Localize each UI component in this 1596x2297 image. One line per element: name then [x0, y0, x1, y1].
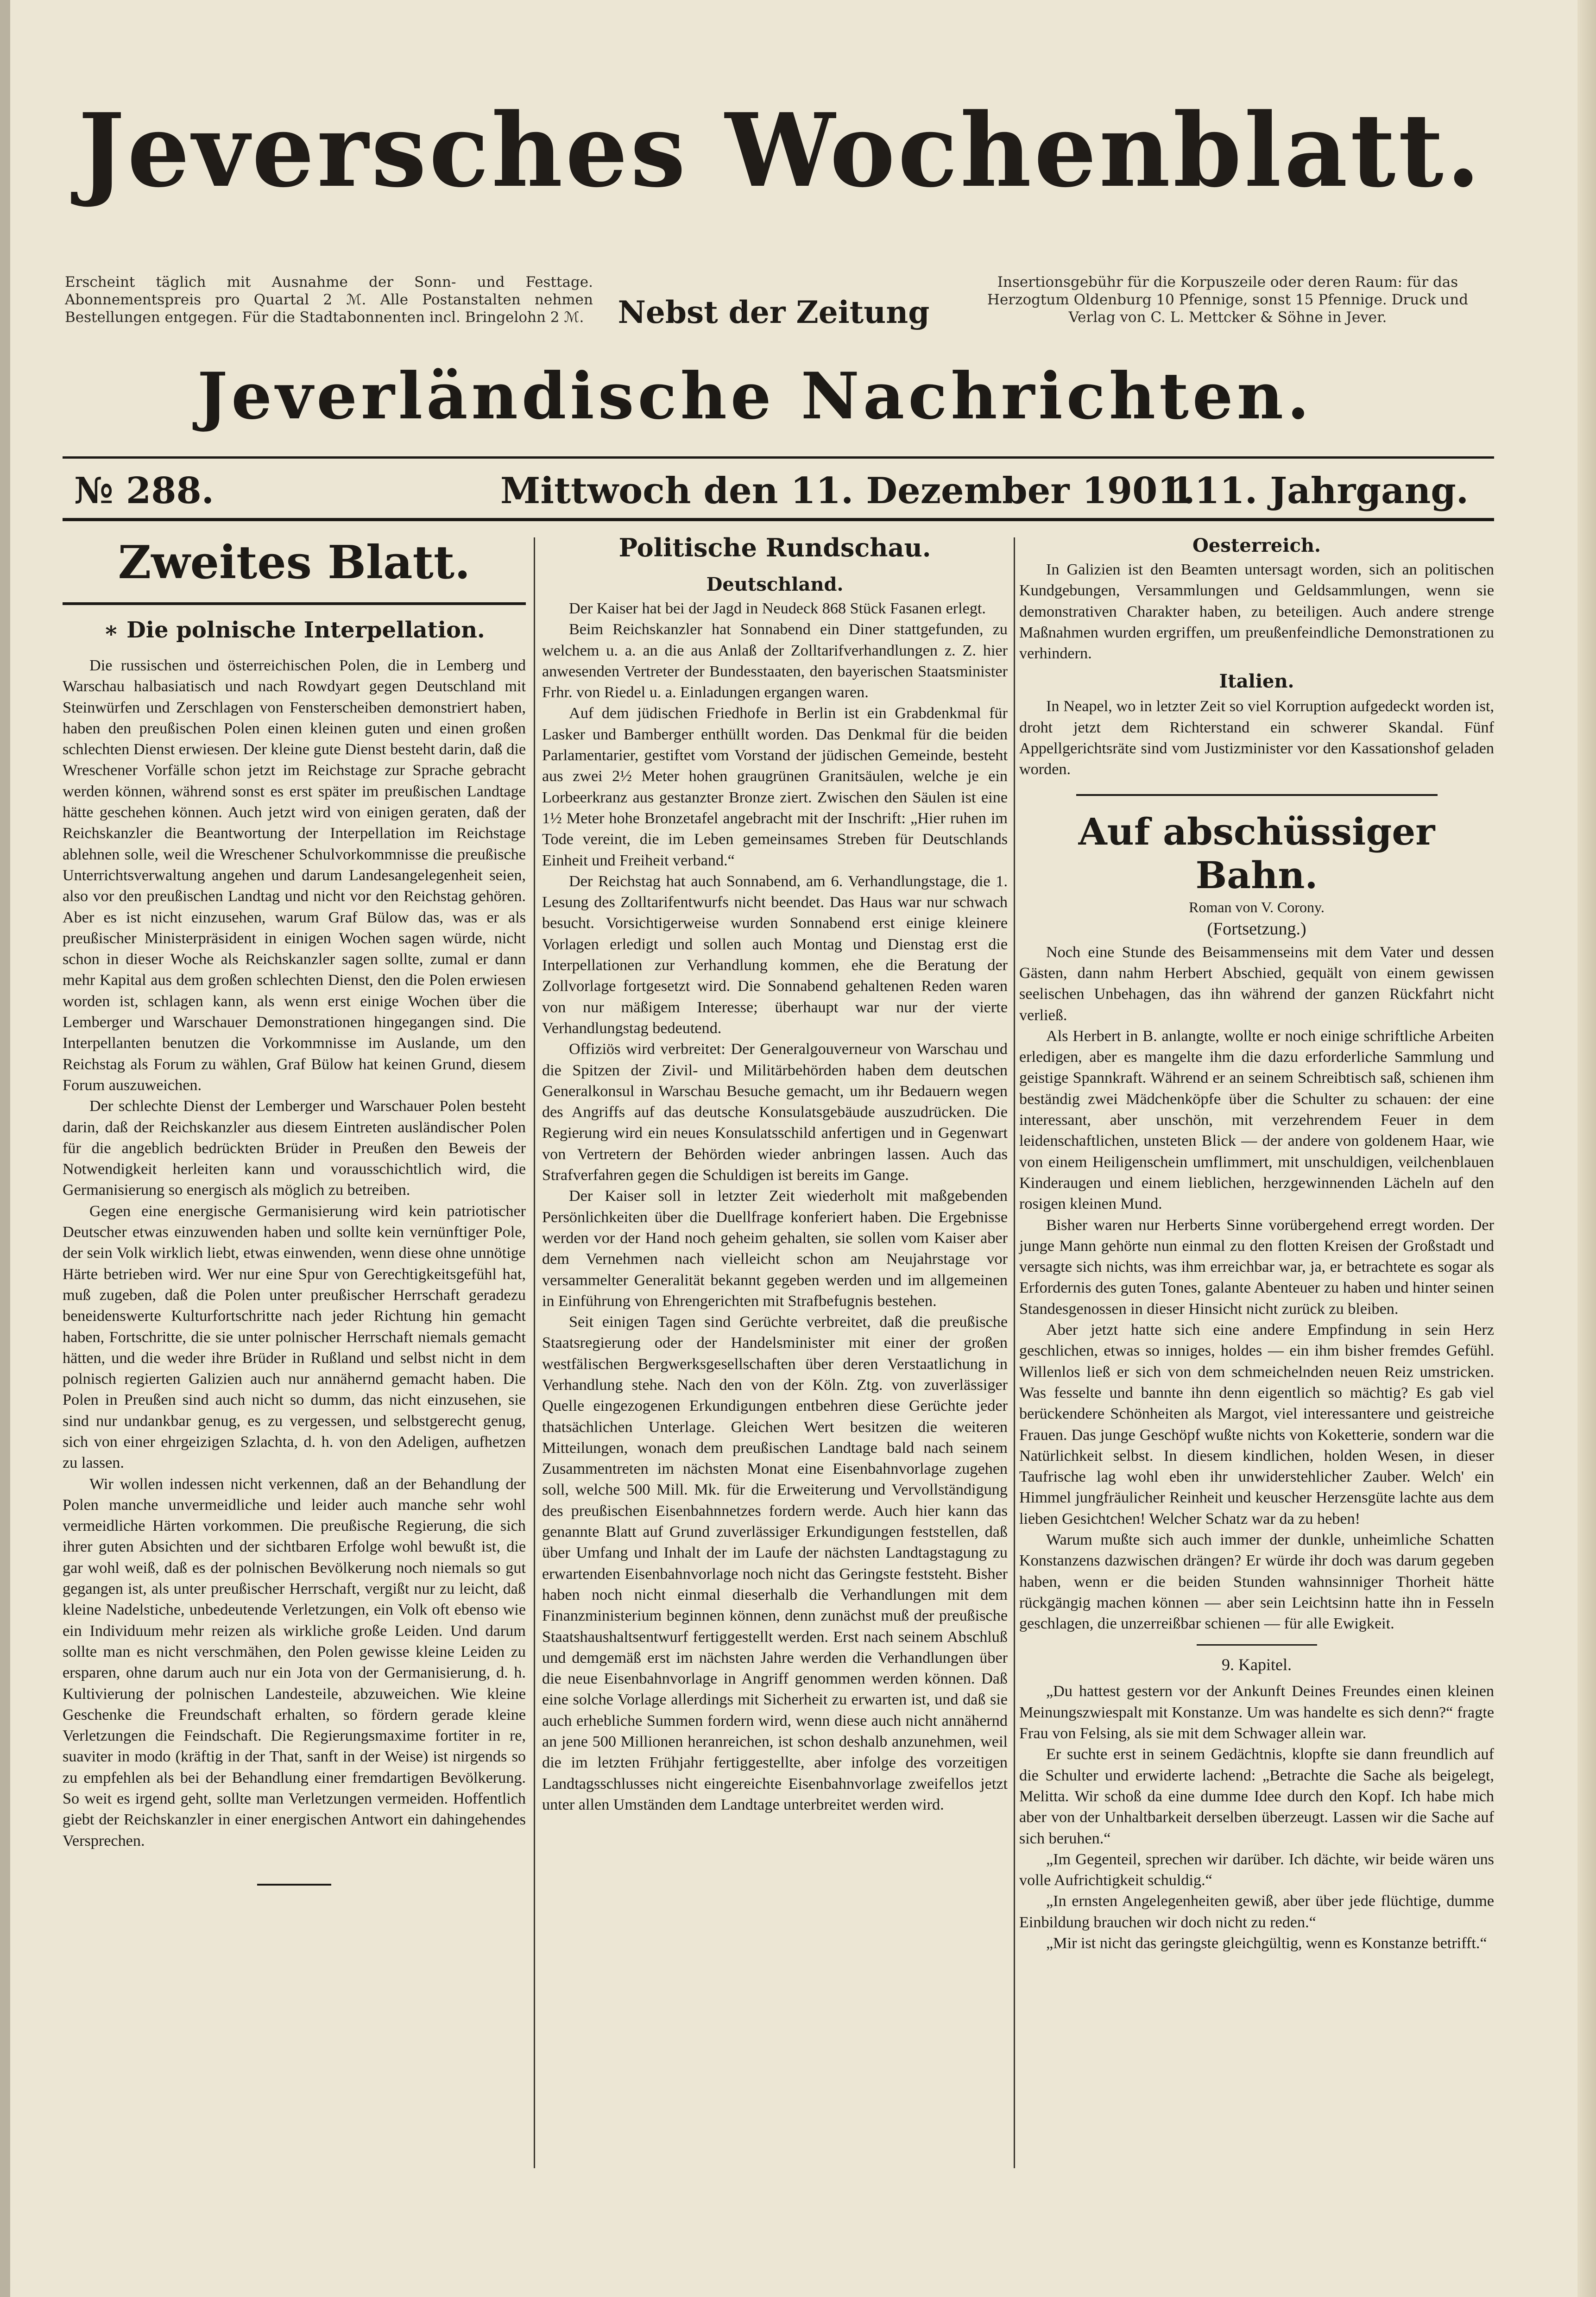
news-paragraph: Der Reichstag hat auch Sonnabend, am 6. Verhandlungstage, die 1. Lesung des Zolltarifentwurfs nicht beendet. Das Haus war nur schwach besucht. Vorsichtigerweise wurden Sonnabend erst einige kleinere Vorlagen erledigt und sollen auch Montag und Dienstag erst die Interpellationen zur Verhandlung kommen, ehe die Beratung der Zollvorlage fortgesetzt wird. Die Sonnabend gehaltenen Reden waren von nur mäßigem Interesse; überhaupt war nur der vierte Verhandlungstag bedeutend.: [542, 872, 1008, 1037]
news-paragraph: Der Kaiser hat bei der Jagd in Neudeck 868 Stück Fasanen erlegt.: [569, 600, 986, 617]
masthead-title: Jeversches Wochenblatt.: [78, 91, 1483, 210]
issue-date: Mittwoch den 11. Dezember 1901.: [500, 470, 1195, 512]
news-paragraph: Offiziös wird verbreitet: Der Generalgouverneur von Warschau und die Spitzen der Zivil- und Militärbehörden haben dem deutschen Generalkonsul in Warschau Besuche gemacht, um ihr Bedauern wegen des Angriffs auf das deutsche Konsulatsgebäude auszudrücken. Die Regierung wird ein neues Konsulatsschild anfertigen und in Gegenwart von Vertretern der Behörden wieder anbringen lassen. Auch das Strafverfahren gegen die Schuldigen ist bereits im Gange.: [542, 1041, 1008, 1184]
feuilleton-rule: [1076, 794, 1438, 796]
subheading-deutschland: Deutschland.: [706, 574, 844, 595]
novel-paragraph: Er suchte erst in seinem Gedächtnis, klopfte sie dann freundlich auf die Schulter und erwiderte lachend: „Betrachte die Sache als beigelegt, Melitta. Wir schoß da eine dumme Idee durch den Kopf. Ich habe mich aber von der Unhaltbarkeit derselben überzeugt. Lassen wir die Sache auf sich beruhen.“: [1019, 1746, 1494, 1847]
news-paragraph: Auf dem jüdischen Friedhofe in Berlin ist ein Grabdenkmal für Lasker und Bamberger enthüllt worden. Das Denkmal für die beiden Parlamentarier, gestiftet vom Vorstand der jüdischen Gemeinde, besteht aus zwei 2½ Meter hohen graugrünen Granitsäulen, welche je ein Lorbeerkranz aus gestanzter Bronze ziert. Zwischen den Säulen ist eine 1½ Meter hohe Bronzetafel angebracht mit der Inschrift: „Hier ruhen im Tode vereint, die im Leben gemeinsames Streben für Deutschlands Einheit und Freiheit verband.“: [542, 705, 1008, 869]
novel-paragraph: Noch eine Stunde des Beisammenseins mit dem Vater und dessen Gästen, dann nahm Herbert Abschied, gequält von einem gewissen seelischen Unbehagen, das ihn während der ganzen Rückfahrt nicht verließ.: [1019, 943, 1494, 1024]
section-heading-politische-rundschau: Politische Rundschau.: [618, 533, 931, 562]
novel-paragraph: Aber jetzt hatte sich eine andere Empfindung in sein Herz geschlichen, etwas so inniges, holdes — ein ihm bisher fremdes Gefühl. Willenlos ließ er sich von dem schmeichelnden neuen Reiz umstricken. Was fesselte und bannte ihn denn eigentlich so mächtig? Es gab viel berückendere Schönheiten als Margot, viel interessantere und geistreiche Frauen. Das junge Geschöpf wußte nichts von Koketterie, sondern war die Natürlichkeit selbst. In diesem kindlichen, holden Wesen, in dieser Taufrische lag wohl eben ihr unwiderstehlicher Zauber. Welch' ein Himmel jungfräulicher Reinheit und keuscher Herzensgüte lachte aus dem lieben Gesichtchen! Welcher Schatz war da zu heben!: [1019, 1321, 1494, 1527]
section-label-zweites-blatt: Zweites Blatt.: [118, 536, 471, 589]
column-divider-1: [534, 537, 535, 2168]
novel-paragraph: „Im Gegenteil, sprechen wir darüber. Ich dächte, wir beide wären uns volle Aufrichtigkeit schuldig.“: [1019, 1850, 1494, 1889]
novel-paragraph: „Mir ist nicht das geringste gleichgültig, wenn es Konstanze betrifft.“: [1046, 1935, 1487, 1952]
novel-paragraph: „In ernsten Angelegenheiten gewiß, aber über jede flüchtige, dumme Einbildung brauchen wir doch nicht zu reden.“: [1019, 1893, 1494, 1931]
column-1: [63, 533, 526, 1886]
novel-paragraph: „Du hattest gestern vor der Ankunft Deines Freundes einen kleinen Meinungszwiespalt mit Konstanze. Um was handelte es sich denn?“ fragte Frau von Felsing, als sie mit dem Schwager allein war.: [1019, 1683, 1494, 1742]
novel-author: Roman von V. Corony.: [1189, 898, 1325, 915]
column-3: [1019, 533, 1494, 1954]
article-paragraph: Die russischen und österreichischen Polen, die in Lemberg und Warschau halbasiatisch und nach Rowdyart gegen Deutschland mit Steinwürfen und Zerschlagen von Fensterscheiben demonstriert haben, haben den preußischen Polen einen kleinen guten und einen großen schlechten Dienst erwiesen. Der kleine gute Dienst besteht darin, daß die Wreschener Vorfälle schon jetzt im Reichstage zur Sprache gebracht werden können, während sonst es erst später im preußischen Landtage hätte geschehen können. Auch jetzt wird von einigen geraten, daß der Reichskanzler die Beantwortung der Interpellation im Reichstage ablehnen solle, weil die Wreschener Schulvorkommnisse die preußische Unterrichtsverwaltung angehen und darum Landesangelegenheit seien, also vor den preußischen Landtag und nicht vor den Reichstag gehören. Aber es ist nicht einzusehen, warum Graf Bülow das, was er als preußischer Ministerpräsident in einigen Wochen sagen würde, nicht schon in dieser Woche als Reichskanzler sagen sollte, zumal er dann mehr Kapital aus dem großen schlechten Dienst, den die Polen erwiesen worden ist, schlagen kann, als wenn erst einige Wochen über die Lemberger und Warschauer Demonstrationen hingegangen sind. Die Interpellanten benutzen die Vorkommnisse im Auslande, um den Reichstag als Forum zu wählen, Graf Bülow hat keinen Grund, diesem Forum auszuweichen.: [63, 657, 526, 1094]
news-paragraph: Der Kaiser soll in letzter Zeit wiederholt mit maßgebenden Persönlichkeiten über die Duellfrage konferiert haben. Die Ergebnisse werden vor der Hand noch geheim gehalten, sie sollen vom Kaiser aber dem Vernehmen nach vielleicht schon am Neujahrstage vor versammelter Generalität bekannt gegeben werden und im allgemeinen in Einführung von Ehrengerichten mit Strafbefugnis bestehen.: [542, 1187, 1008, 1310]
chapter-heading: 9. Kapitel.: [1222, 1655, 1292, 1674]
article-paragraph: Gegen eine energische Germanisierung wird kein patriotischer Deutscher etwas einzuwenden haben und sollte kein vernünftiger Pole, der sein Volk wirklich liebt, etwas einwenden, wenn diese ohne unnötige Härte betrieben wird. Wer nur eine Spur von Gerechtigkeitsgefühl hat, muß zugeben, daß die Polen unter preußischer Herrschaft geradezu beneidenswerte Kulturfortschritte nach jeder Richtung hin gemacht haben, Fortschritte, die sie unter polnischer Herrschaft niemals gemacht hätten, und die weder ihre Brüder in Rußland und selbst nicht in dem polnisch regierten Galizien auch nur annähernd gemacht haben. Die Polen in Preußen sind auch nicht so dumm, das nicht einzusehen, sie sind nur undankbar genug, es zu vergessen, und selbstgerecht genug, sich von einer ehrgeizigen Szlachta, d. h. von den Adeligen, aufhetzen zu lassen.: [63, 1202, 526, 1472]
column-2: [542, 533, 1008, 1815]
nebst-der-zeitung: Nebst der Zeitung: [618, 294, 930, 330]
article-paragraph: Wir wollen indessen nicht verkennen, daß an der Behandlung der Polen manche unvermeidliche und leider auch manche sehr wohl vermeidliche Härten vorkommen. Die preußische Regierung, die sich ihrer guten Absichten und der sichtbaren Erfolge wohl bewußt ist, die gar wohl weiß, daß es der polnischen Bevölkerung noch niemals so gut gegangen ist, als unter preußischer Herrschaft, vergißt nur zu leicht, daß kleine Nadelstiche, unbedeutende Verletzungen, ein Volk oft ebenso wie ein Individuum mehr reizen als wirkliche große Leiden. Und darum sollte man es nicht verschmähen, den Polen gewisse kleine Leiden zu ersparen, ohne darum auch nur ein Jota von der Germanisierung, d. h. Kultivierung der polnischen Landesteile, abzuweichen. Wie kleine Geschenke die Freundschaft erhalten, so fördern gerade kleine Verletzungen die Feindschaft. Die Regierungsmaxime fortiter in re, suaviter in modo (kräftig in der That, sanft in der Weise) ist nirgends so zu empfehlen als bei der Behandlung einer fremdartigen Bevölkerung. So weit es irgend geht, sollte man Verletzungen vermeiden. Hoffentlich giebt der Reichskanzler in einer energischen Antwort ein dahingehendes Versprechen.: [63, 1475, 526, 1849]
novel-paragraph: Als Herbert in B. anlangte, wollte er noch einige schriftliche Arbeiten erledigen, aber es mangelte ihm die dazu erforderliche Sammlung und geistige Spannkraft. Während er an seinem Schreibtisch saß, schienen ihm beständig zwei Mädchenköpfe über die Schulter zu schauen: der eine interessant, aber unschön, mit verzehrendem Feuer in dem leidenschaftlichen, unsteten Blick — der andere von goldenem Haar, wie von einem Heiligenschein umflimmert, mit unschuldigen, veilchenblauen Kinderaugen und einem lieblichen, herzgewinnenden Lächeln auf den rosigen kleinen Mund.: [1019, 1027, 1494, 1213]
news-paragraph: Beim Reichskanzler hat Sonnabend ein Diner stattgefunden, zu welchem u. a. an die aus Anlaß der Zolltarifverhandlungen z. Z. hier anwesenden Vertreter der Bundesstaaten, den bayerischen Staatsminister Frhr. von Riedel u. a. Einladungen ergangen waren.: [542, 621, 1008, 701]
subheading-italien: Italien.: [1219, 670, 1294, 693]
column-divider-2: [1014, 537, 1015, 2168]
news-paragraph: In Neapel, wo in letzter Zeit so viel Korruption aufgedeckt worden ist, droht jetzt dem Richterstand ein schwerer Skandal. Fünf Appellgerichtsräte sind vom Justizminister vor den Kassationshof geladen worden.: [1019, 698, 1494, 778]
issue-number: № 288.: [74, 470, 214, 512]
subheading-oesterreich: Oesterreich.: [1192, 535, 1321, 556]
novel-paragraph: Warum mußte sich auch immer der dunkle, unheimliche Schatten Konstanzens dazwischen drängen? Er würde ihr doch was darum gegeben haben, wenn er die beiden Stunden wahnsinniger Thorheit hätte rückgängig machen können — aber sein Leichtsinn hatte ihn in Fesseln geschlagen, die unzerreißbar schienen — für alle Ewigkeit.: [1019, 1531, 1494, 1633]
article-heading-polnische-interpellation: ∗ Die polnische Interpellation.: [103, 617, 485, 643]
dateline-bottom-rule: [63, 518, 1494, 521]
news-paragraph: Seit einigen Tagen sind Gerüchte verbreitet, daß die preußische Staatsregierung oder der Handelsminister mit einer der großen westfälischen Bergwerksgesellschaften über deren Verstaatlichung in Verhandlung stehe. Nach den von der Köln. Ztg. von zuverlässiger Quelle eingezogenen Erkundigungen entbehren diese Gerüchte jeder thatsächlichen Unterlage. Gleichen Wert besitzen die weiteren Mitteilungen, wonach dem preußischen Landtage bald nach seinem Zusammentreten im nächsten Monat eine Eisenbahnvorlage zugehen soll, welche 500 Mill. Mk. für die Erweiterung und Vervollständigung des preußischen Eisenbahnnetzes fordern werde. Auch hier kann das genannte Blatt auf Grund zuverlässiger Erkundigungen feststellen, daß über Umfang und Inhalt der im Laufe der nächsten Landtagstagung zu erwartenden Eisenbahnvorlage noch nicht das Geringste feststeht. Bisher haben noch nicht einmal dieserhalb die Verhandlungen mit dem Finanzministerium beginnen können, denn zunächst muß der preußische Staatshaushaltsentwurf fertiggestellt werden. Erst nach seinem Abschluß und demgemäß erst im nächsten Jahre werden die Verhandlungen über die neue Eisenbahnvorlage in Angriff genommen werden können. Daß eine solche Vorlage allerdings mit Sicherheit zu erwarten ist, und daß sie auch erhebliche Summen fordern wird, wenn diese auch nicht annähernd an jene 500 Millionen heranreichen, ist schon deshalb anzunehmen, weil die im letzten Frühjahr fertiggestellte, aber infolge des vorzeitigen Landtagsschlusses nicht eingereichte Eisenbahnvorlage zweifellos jetzt unter allen Umständen dem Landtage unterbreitet werden wird.: [542, 1313, 1008, 1813]
volume-year: 111. Jahrgang.: [1169, 470, 1469, 512]
page-binding-edge: [0, 0, 10, 2297]
novel-continuation: (Fortsetzung.): [1207, 919, 1306, 939]
article-end-rule: [257, 1884, 331, 1886]
masthead-subtitle: Jeverländische Nachrichten.: [197, 358, 1313, 434]
blatt-rule: [63, 602, 526, 605]
dateline-top-rule: [63, 456, 1494, 459]
chapter-rule: [1197, 1644, 1317, 1646]
page-right-edge: [1577, 0, 1596, 2297]
novel-paragraph: Bisher waren nur Herberts Sinne vorübergehend erregt worden. Der junge Mann gehörte nun einmal zu den flotten Kreisen der Großstadt und versagte sich nichts, was ihm erreichbar war, ja, er betrachtete es sogar als Erfordernis des guten Tones, galante Abenteuer zu haben und hinter seinen Standesgenossen in dieser Hinsicht nicht zurück zu bleiben.: [1019, 1216, 1494, 1318]
insertion-info: Insertionsgebühr für die Korpuszeile oder deren Raum: für das Herzogtum Oldenburg 10 Pfennige, sonst 15 Pfennige. Druck und Verlag von C. L. Mettcker & Söhne in Jever.: [987, 274, 1469, 326]
subscription-info: Erscheint täglich mit Ausnahme der Sonn- und Festtage. Abonnementspreis pro Quartal 2 ℳ. Alle Postanstalten nehmen Bestellungen entgegen. Für die Stadtabonnenten incl. Bringelohn 2 ℳ.: [65, 274, 593, 326]
novel-title: Auf abschüssiger Bahn.: [1078, 809, 1435, 897]
article-paragraph: Der schlechte Dienst der Lemberger und Warschauer Polen besteht darin, daß der Reichskanzler aus diesem Eintreten ausländischer Polen für die angeblich bedrückten Brüder in Preußen den Beweis der Notwendigkeit herleiten kann und vorausschichtlich wird, die Germanisierung so energisch als möglich zu betreiben.: [63, 1098, 526, 1199]
news-paragraph: In Galizien ist den Beamten untersagt worden, sich an politischen Kundgebungen, Versammlungen und Geldsammlungen, wenn sie demonstrativen Charakter haben, zu beteiligen. Auch andere strenge Maßnahmen wurden ergriffen, um preußenfeindliche Demonstrationen zu verhindern.: [1019, 561, 1494, 663]
